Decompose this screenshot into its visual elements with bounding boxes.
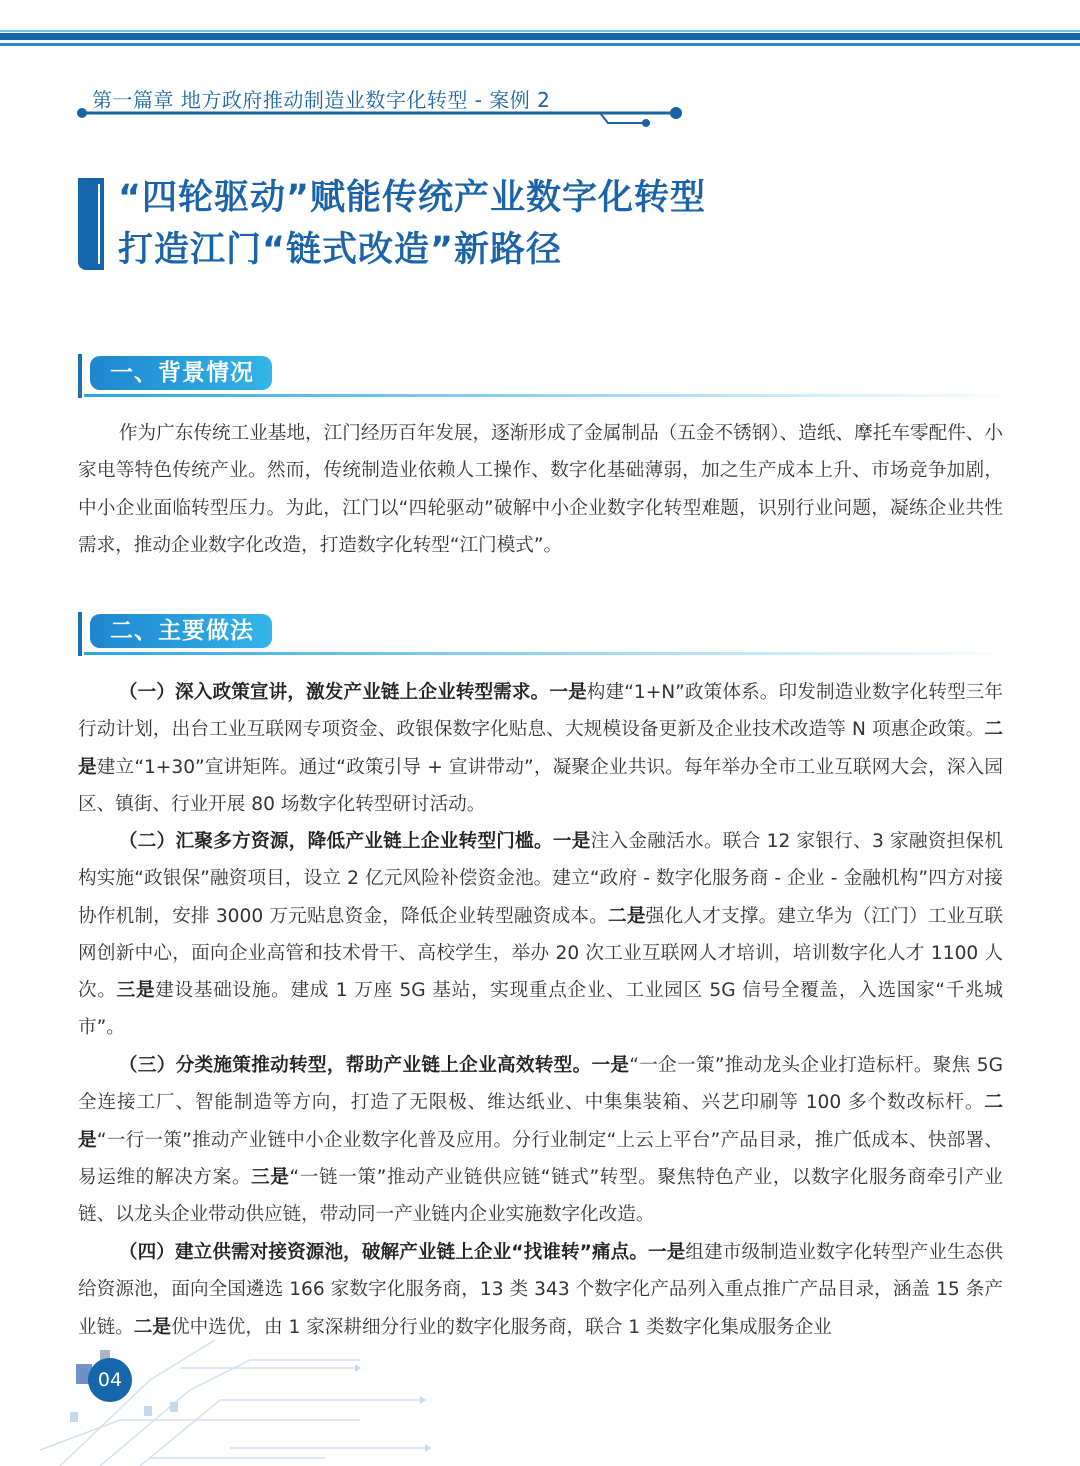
bold-lead-text: 二是 bbox=[133, 1316, 171, 1338]
bold-lead-text: 三是 bbox=[116, 980, 156, 1002]
section-heading-background bbox=[78, 354, 1018, 398]
body-text: “一链一策”推动产业链供应链“链式”转型。聚焦特色产业，以数字化服务商牵引产业链、以龙头企业带动供应链，带动同一产业链内企业实施数字化改造。 bbox=[78, 1166, 1003, 1226]
section-title: 一、背景情况 bbox=[90, 356, 272, 390]
bold-lead-text: （三）分类施策推动转型，帮助产业链上企业高效转型。一是 bbox=[118, 1055, 630, 1076]
section-underline bbox=[84, 394, 1014, 397]
paragraph-resource-pool bbox=[78, 1234, 1003, 1346]
section-title: 二、主要做法 bbox=[90, 614, 272, 648]
body-text: “一企一策”推动龙头企业打造标杆。聚焦 5G 全连接工厂、智能制造等方向，打造了无限极、维达纸业、中集集装箱、兴艺印刷等 100 多个数改标杆。 bbox=[78, 1055, 1003, 1114]
body-text: 强化人才支撑。建立华为（江门）工业互联网创新中心，面向企业高管和技术骨干、高校学生，举办 20 次工业互联网人才培训，培训数字化人才 1100 人次。 bbox=[78, 905, 1003, 1002]
section-bar bbox=[78, 354, 82, 398]
bold-lead-text: 二是 bbox=[78, 1092, 1003, 1151]
body-text: 组建市级制造业数字化转型产业生态供给资源池，面向全国遴选 166 家数字化服务商，13 类 343 个数字化产品列入重点推广产品目录，涵盖 15 条产业链。 bbox=[78, 1242, 1003, 1338]
bold-lead-text: 三是 bbox=[251, 1166, 290, 1188]
circuit-line-decoration bbox=[0, 0, 700, 140]
body-text: 建设基础设施。建成 1 万座 5G 基站，实现重点企业、工业园区 5G 信号全覆盖，入选国家“千兆城市”。 bbox=[78, 980, 1003, 1039]
paragraph-policy bbox=[78, 674, 1003, 823]
bold-lead-text: 二是 bbox=[78, 719, 1003, 778]
section-heading-measures bbox=[78, 612, 1018, 656]
circuit-footer-decoration bbox=[0, 1340, 1080, 1466]
section-bar bbox=[78, 612, 82, 656]
bold-lead-text: 二是 bbox=[608, 905, 646, 927]
section-underline bbox=[84, 652, 1014, 655]
body-text: “一行一策”推动产业链中小企业数字化普及应用。分行业制定“上云上平台”产品目录，推广低成本、快部署、易运维的解决方案。 bbox=[78, 1129, 1003, 1188]
body-text: 作为广东传统工业基地，江门经历百年发展，逐渐形成了金属制品（五金不锈钢）、造纸、摩托车零配件、小家电等特色传统产业。然而，传统制造业依赖人工操作、数字化基础薄弱，加之生产成本上升、市场竞争加剧，中小企业面临转型压力。为此，江门以“四轮驱动”破解中小企业数字化转型难题，识别行业问题，凝练企业共性需求，推动企业数字化改造，打造数字化转型“江门模式”。 bbox=[78, 423, 1003, 556]
page-number: 04 bbox=[88, 1358, 132, 1402]
body-text: 优中选优，由 1 家深耕细分行业的数字化服务商，联合 1 类数字化集成服务企业 bbox=[171, 1316, 832, 1338]
title-line-1: “四轮驱动”赋能传统产业数字化转型 bbox=[118, 178, 707, 218]
bold-lead-text: （二）汇聚多方资源，降低产业链上企业转型门槛。一是 bbox=[118, 831, 591, 852]
bold-lead-text: （四）建立供需对接资源池，破解产业链上企业“找谁转”痛点。一是 bbox=[118, 1242, 686, 1263]
chapter-heading: 第一篇章 地方政府推动制造业数字化转型 - 案例 2 bbox=[92, 88, 551, 112]
body-text: 建立“1+30”宣讲矩阵。通过“政策引导 + 宣讲带动”，凝聚企业共识。每年举办全市工业互联网大会，深入园区、镇街、行业开展 80 场数字化转型研讨活动。 bbox=[78, 756, 1003, 815]
body-text: 注入金融活水。联合 12 家银行、3 家融资担保机构实施“政银保”融资项目，设立 2 亿元风险补偿资金池。建立“政府 - 数字化服务商 - 企业 - 金融机构”四方对接协作机制，安排 3000 万元贴息资金，降低企业转型融资成本。 bbox=[78, 831, 1003, 927]
bold-lead-text: （一）深入政策宣讲，激发产业链上企业转型需求。一是 bbox=[118, 682, 587, 703]
title-line-2: 打造江门“链式改造”新路径 bbox=[118, 230, 563, 270]
paragraph-classified bbox=[78, 1047, 1003, 1233]
page-title bbox=[118, 172, 706, 276]
title-accent-bar bbox=[78, 178, 104, 270]
paragraph-background bbox=[78, 415, 1003, 564]
paragraph-resources bbox=[78, 823, 1003, 1047]
body-text: 构建“1+N”政策体系。印发制造业数字化转型三年行动计划，出台工业互联网专项资金、政银保数字化贴息、大规模设备更新及企业技术改造等 N 项惠企政策。 bbox=[78, 682, 1003, 741]
